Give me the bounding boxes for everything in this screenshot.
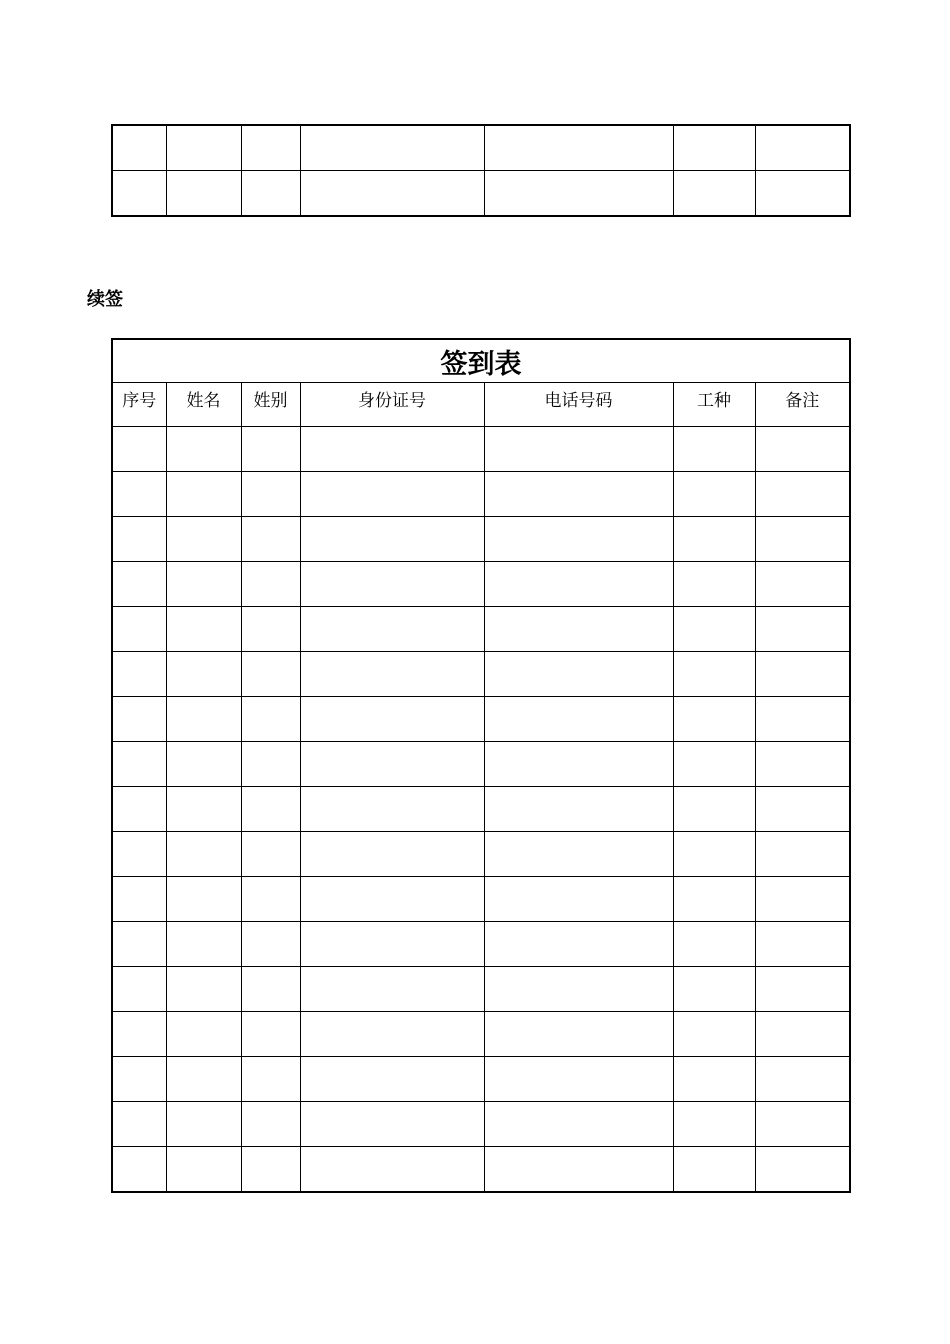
table-cell[interactable] <box>112 697 166 742</box>
table-cell[interactable] <box>755 1102 850 1147</box>
table-cell[interactable] <box>484 832 673 877</box>
table-row <box>112 1012 850 1057</box>
table-cell[interactable] <box>484 697 673 742</box>
table-cell[interactable] <box>673 967 755 1012</box>
table-cell[interactable] <box>112 742 166 787</box>
table-cell[interactable] <box>484 922 673 967</box>
table-cell[interactable] <box>112 1102 166 1147</box>
table-cell[interactable] <box>673 1057 755 1102</box>
table-cell[interactable] <box>484 1147 673 1193</box>
table-cell[interactable] <box>300 1057 484 1102</box>
table-cell[interactable] <box>673 125 755 171</box>
table-cell[interactable] <box>300 1147 484 1193</box>
table-cell[interactable] <box>166 1012 241 1057</box>
table-cell[interactable] <box>484 472 673 517</box>
table-cell[interactable] <box>300 427 484 472</box>
table-cell[interactable] <box>300 652 484 697</box>
table-cell[interactable] <box>300 697 484 742</box>
table-cell[interactable] <box>484 1057 673 1102</box>
table-row <box>112 1102 850 1147</box>
table-cell[interactable] <box>112 607 166 652</box>
table-row <box>112 472 850 517</box>
table-cell[interactable] <box>112 1147 166 1193</box>
table-cell[interactable] <box>755 1147 850 1193</box>
table-cell[interactable] <box>300 562 484 607</box>
table-cell[interactable] <box>112 427 166 472</box>
table-cell[interactable] <box>673 427 755 472</box>
table-cell[interactable] <box>241 787 300 832</box>
table-cell[interactable] <box>300 171 484 217</box>
table-cell[interactable] <box>241 125 300 171</box>
table-cell[interactable] <box>112 832 166 877</box>
table-cell[interactable] <box>755 517 850 562</box>
table-cell[interactable] <box>484 787 673 832</box>
table-cell[interactable] <box>241 652 300 697</box>
table-cell[interactable] <box>755 877 850 922</box>
table-cell[interactable] <box>484 1102 673 1147</box>
table-cell[interactable] <box>755 427 850 472</box>
table-cell[interactable] <box>673 562 755 607</box>
table-row <box>112 427 850 472</box>
table-cell[interactable] <box>241 1102 300 1147</box>
table-cell[interactable] <box>673 877 755 922</box>
table-cell[interactable] <box>673 742 755 787</box>
table-row <box>112 1147 850 1193</box>
table-cell[interactable] <box>755 787 850 832</box>
table-cell[interactable] <box>241 967 300 1012</box>
table-cell[interactable] <box>112 472 166 517</box>
table-cell[interactable] <box>166 652 241 697</box>
table-cell[interactable] <box>755 967 850 1012</box>
table-cell[interactable] <box>241 472 300 517</box>
table-row <box>112 922 850 967</box>
table-cell[interactable] <box>673 1102 755 1147</box>
table-cell[interactable] <box>112 877 166 922</box>
table-cell[interactable] <box>755 125 850 171</box>
table-cell[interactable] <box>166 967 241 1012</box>
table-cell[interactable] <box>241 832 300 877</box>
table-cell[interactable] <box>166 1102 241 1147</box>
table-cell[interactable] <box>166 922 241 967</box>
col-header-index: 序号 <box>112 383 166 427</box>
table-cell[interactable] <box>484 607 673 652</box>
table-cell[interactable] <box>755 1012 850 1057</box>
table-cell[interactable] <box>300 1012 484 1057</box>
table-row <box>112 967 850 1012</box>
table-cell[interactable] <box>484 967 673 1012</box>
table-cell[interactable] <box>484 742 673 787</box>
table-cell[interactable] <box>166 742 241 787</box>
table-cell[interactable] <box>673 171 755 217</box>
table-cell[interactable] <box>166 427 241 472</box>
table-cell[interactable] <box>241 922 300 967</box>
table-row <box>112 125 850 171</box>
table-row <box>112 877 850 922</box>
table-cell[interactable] <box>300 877 484 922</box>
table-cell[interactable] <box>112 517 166 562</box>
table-cell[interactable] <box>241 1147 300 1193</box>
col-header-remarks: 备注 <box>755 383 850 427</box>
col-header-id-number: 身份证号 <box>300 383 484 427</box>
table-cell[interactable] <box>673 652 755 697</box>
table-cell[interactable] <box>241 742 300 787</box>
table-cell[interactable] <box>300 922 484 967</box>
table-cell[interactable] <box>112 967 166 1012</box>
table-cell[interactable] <box>755 922 850 967</box>
table-cell[interactable] <box>300 1102 484 1147</box>
table-cell[interactable] <box>484 877 673 922</box>
table-cell[interactable] <box>166 877 241 922</box>
table-cell[interactable] <box>755 1057 850 1102</box>
table-cell[interactable] <box>241 607 300 652</box>
table-cell[interactable] <box>112 1057 166 1102</box>
table-cell[interactable] <box>755 742 850 787</box>
table-cell[interactable] <box>241 1012 300 1057</box>
table-cell[interactable] <box>241 517 300 562</box>
table-cell[interactable] <box>112 125 166 171</box>
table-cell[interactable] <box>166 787 241 832</box>
table-cell[interactable] <box>755 607 850 652</box>
table-title: 签到表 <box>112 339 850 383</box>
col-header-gender: 姓别 <box>241 383 300 427</box>
table-cell[interactable] <box>241 877 300 922</box>
table-cell[interactable] <box>755 652 850 697</box>
table-cell[interactable] <box>166 125 241 171</box>
table-row <box>112 742 850 787</box>
table-row <box>112 607 850 652</box>
table-cell[interactable] <box>166 607 241 652</box>
table-cell[interactable] <box>300 517 484 562</box>
table-cell[interactable] <box>673 472 755 517</box>
table-cell[interactable] <box>112 922 166 967</box>
header-row <box>112 383 850 427</box>
table-cell[interactable] <box>112 171 166 217</box>
table-cell[interactable] <box>300 787 484 832</box>
table-cell[interactable] <box>484 427 673 472</box>
table-cell[interactable] <box>484 517 673 562</box>
table-cell[interactable] <box>484 171 673 217</box>
table-cell[interactable] <box>300 472 484 517</box>
table-row <box>112 171 850 217</box>
table-cell[interactable] <box>755 562 850 607</box>
table-cell[interactable] <box>484 125 673 171</box>
table-cell[interactable] <box>300 607 484 652</box>
table-cell[interactable] <box>673 832 755 877</box>
table-cell[interactable] <box>755 697 850 742</box>
table-cell[interactable] <box>166 1147 241 1193</box>
table-cell[interactable] <box>673 1012 755 1057</box>
table-cell[interactable] <box>673 607 755 652</box>
table-cell[interactable] <box>166 171 241 217</box>
signin-table <box>111 338 851 1193</box>
table-cell[interactable] <box>673 697 755 742</box>
table-cell[interactable] <box>241 1057 300 1102</box>
table-cell[interactable] <box>166 562 241 607</box>
table-cell[interactable] <box>166 697 241 742</box>
table-cell[interactable] <box>166 1057 241 1102</box>
table-cell[interactable] <box>484 652 673 697</box>
table-cell[interactable] <box>112 1012 166 1057</box>
table-cell[interactable] <box>241 171 300 217</box>
previous-signin-table <box>111 124 851 217</box>
table-cell[interactable] <box>300 967 484 1012</box>
table-row <box>112 697 850 742</box>
table-cell[interactable] <box>673 517 755 562</box>
table-row <box>112 832 850 877</box>
table-row <box>112 562 850 607</box>
table-cell[interactable] <box>484 1012 673 1057</box>
table-cell[interactable] <box>300 832 484 877</box>
table-cell[interactable] <box>112 787 166 832</box>
table-cell[interactable] <box>166 472 241 517</box>
table-row <box>112 787 850 832</box>
table-cell[interactable] <box>673 1147 755 1193</box>
table-row <box>112 1057 850 1102</box>
table-cell[interactable] <box>166 517 241 562</box>
table-cell[interactable] <box>300 742 484 787</box>
table-cell[interactable] <box>673 922 755 967</box>
col-header-name: 姓名 <box>166 383 241 427</box>
table-row <box>112 652 850 697</box>
table-cell[interactable] <box>166 832 241 877</box>
table-cell[interactable] <box>241 562 300 607</box>
table-row <box>112 517 850 562</box>
table-cell[interactable] <box>300 125 484 171</box>
table-cell[interactable] <box>484 562 673 607</box>
table-cell[interactable] <box>241 697 300 742</box>
continued-label: 续签 <box>87 289 123 310</box>
table-cell[interactable] <box>673 787 755 832</box>
table-cell[interactable] <box>755 472 850 517</box>
table-cell[interactable] <box>112 562 166 607</box>
col-header-phone: 电话号码 <box>484 383 673 427</box>
table-cell[interactable] <box>755 171 850 217</box>
table-cell[interactable] <box>112 652 166 697</box>
col-header-job-type: 工种 <box>673 383 755 427</box>
table-cell[interactable] <box>241 427 300 472</box>
table-cell[interactable] <box>755 832 850 877</box>
